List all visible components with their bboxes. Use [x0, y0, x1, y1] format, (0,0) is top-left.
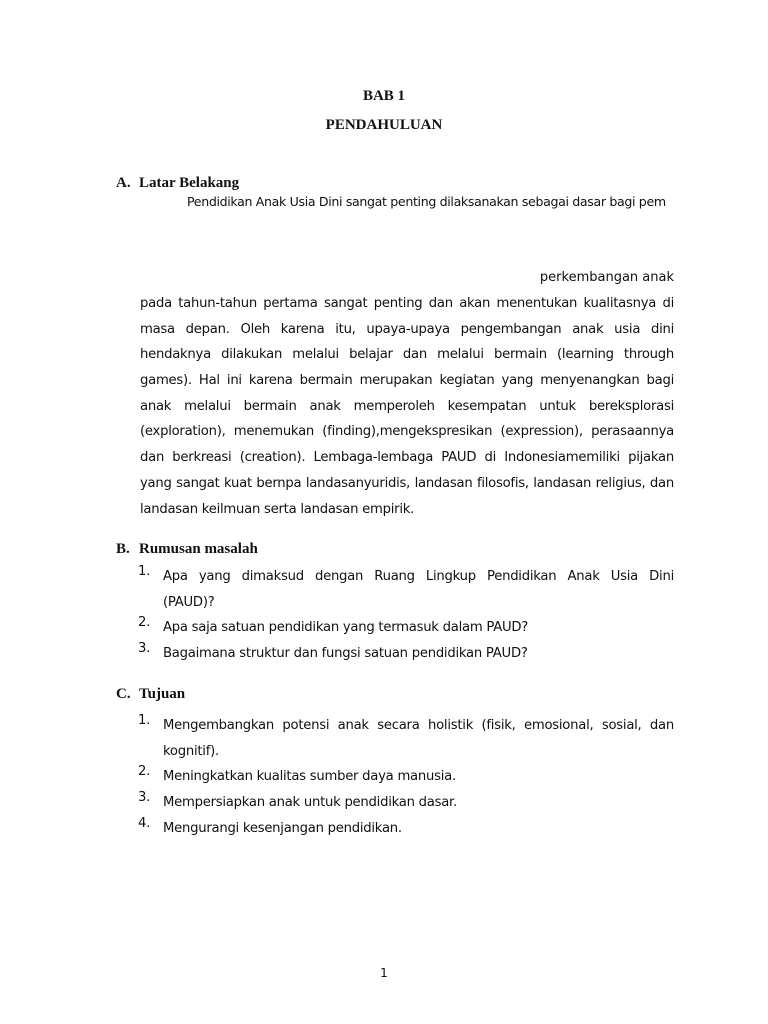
list-item-number: 1. [138, 713, 151, 728]
list-item-line: Mengembangkan potensi anak secara holistik (fisik, emosional, sosial, dan [163, 718, 674, 733]
list-item [138, 641, 674, 667]
section-a-title: Latar Belakang [139, 175, 240, 191]
paragraph-line: (exploration), menemukan (finding),mengekspresikan (expression), perasaannya [140, 424, 674, 440]
page-number: 1 [380, 966, 388, 980]
section-a-heading [116, 175, 239, 192]
section-a-continued-fragment: perkembangan anak [539, 270, 674, 285]
list-item-number: 2. [138, 764, 151, 780]
list-item-number: 1. [138, 564, 151, 579]
list-item-line: (PAUD)? [163, 594, 215, 610]
section-b-letter: B. [116, 541, 130, 557]
list-item [138, 615, 674, 641]
paragraph-line: masa depan. Oleh karena itu, upaya-upaya pengembangan anak usia dini [140, 321, 674, 337]
list-item [138, 816, 674, 842]
list-item-number: 4. [138, 815, 151, 831]
section-c-heading [116, 686, 185, 703]
list-item-line: Mengurangi kesenjangan pendidikan. [163, 820, 402, 836]
list-item-line: Mempersiapkan anak untuk pendidikan dasar. [163, 795, 457, 811]
list-item-number: 3. [138, 641, 151, 657]
list-item-number: 2. [138, 615, 151, 631]
paragraph-line: yang sangat kuat bernpa landasanyuridis, landasan filosofis, landasan religius, dan [140, 475, 674, 491]
goals-list [138, 713, 674, 841]
list-item [138, 764, 674, 790]
paragraph-line: landasan keilmuan serta landasan empirik. [140, 501, 415, 517]
list-item-line: kognitif). [163, 743, 219, 759]
chapter-label: BAB 1 [362, 88, 406, 104]
list-item-number: 3. [138, 790, 151, 806]
paragraph-line: dan berkreasi (creation). Lembaga-lembaga PAUD di Indonesiamemiliki pijakan [140, 450, 674, 466]
list-item [138, 713, 674, 764]
section-b-title: Rumusan masalah [139, 541, 258, 557]
list-item-line: Apa saja satuan pendidikan yang termasuk dalam PAUD? [163, 620, 529, 636]
section-c-title: Tujuan [139, 686, 186, 702]
paragraph-line: anak melalui bermain anak memperoleh kesempatan untuk bereksplorasi [140, 398, 674, 414]
section-a-letter: A. [116, 175, 131, 191]
list-item-line: Meningkatkan kualitas sumber daya manusia. [163, 769, 456, 785]
paragraph-line: hendaknya dilakukan melalui belajar dan melalui bermain (learning through [140, 347, 674, 363]
section-a-paragraph [140, 291, 674, 522]
section-b-heading [116, 541, 258, 558]
list-item [138, 790, 674, 816]
chapter-title: PENDAHULUAN [325, 117, 443, 133]
list-item-line: Bagaimana struktur dan fungsi satuan pendidikan PAUD? [163, 646, 528, 662]
problem-list [138, 564, 674, 667]
list-item [138, 564, 674, 615]
paragraph-line: games). Hal ini karena bermain merupakan kegiatan yang menyenangkan bagi [140, 373, 674, 389]
section-c-letter: C. [116, 686, 131, 702]
list-item-line: Apa yang dimaksud dengan Ruang Lingkup Pendidikan Anak Usia Dini [163, 569, 674, 584]
paragraph-line: pada tahun-tahun pertama sangat penting dan akan menentukan kualitasnya di [140, 296, 674, 311]
section-a-intro-line: Pendidikan Anak Usia Dini sangat penting dilaksanakan sebagai dasar bagi pem [187, 194, 666, 209]
